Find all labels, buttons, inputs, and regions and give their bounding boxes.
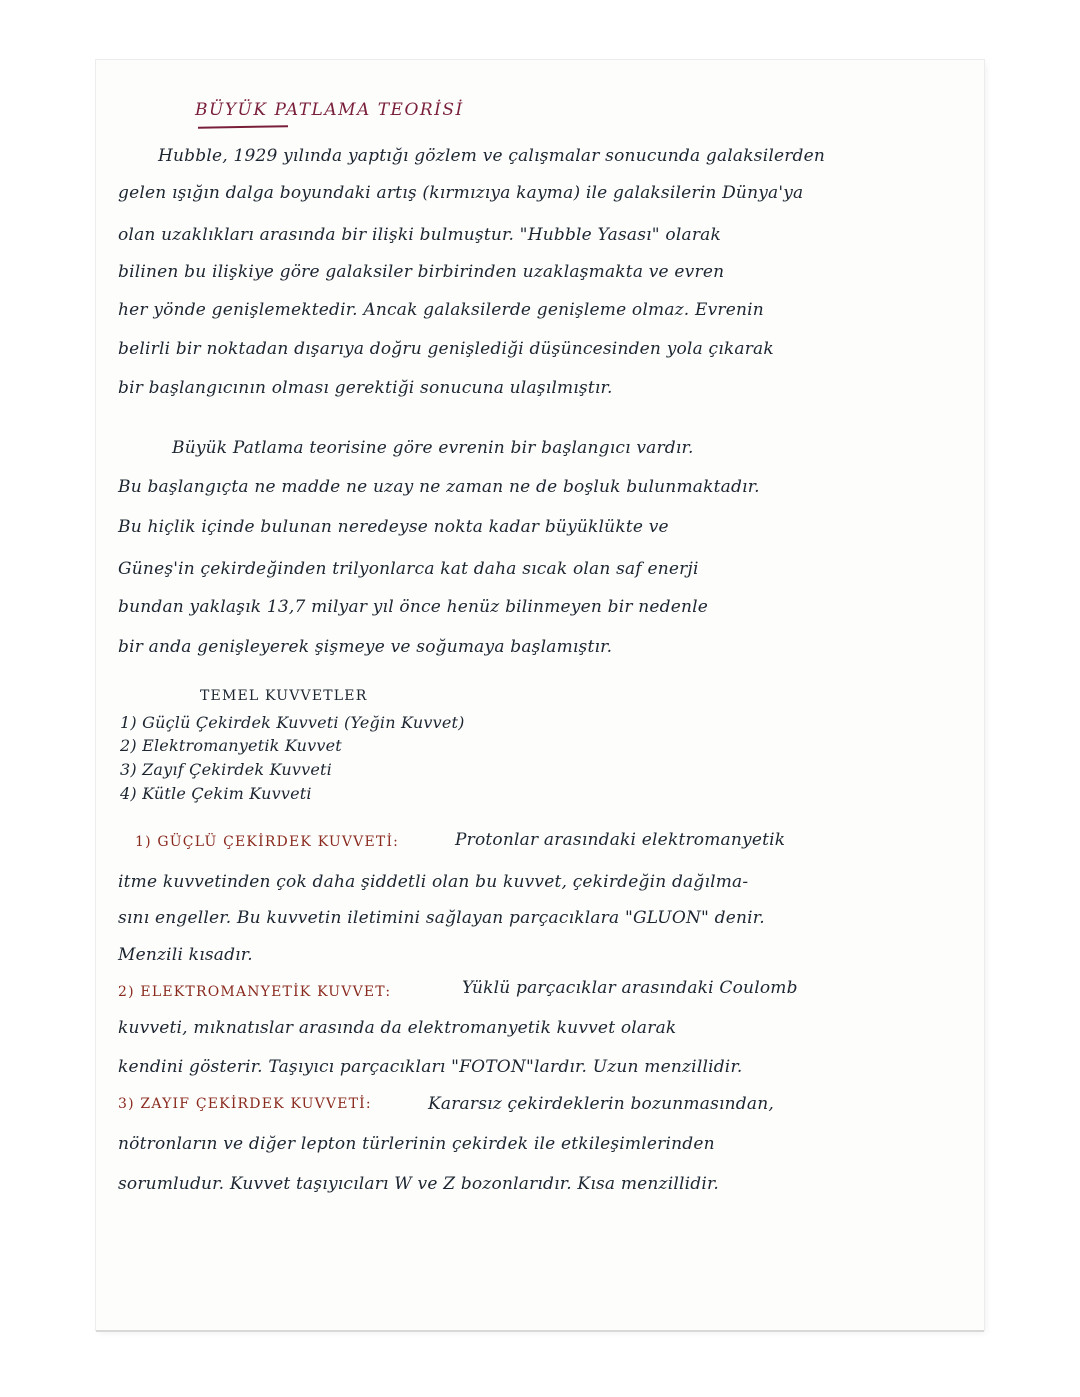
intro-line: Hubble, 1929 yılında yaptığı gözlem ve çalışmalar sonucunda galaksilerden: [158, 146, 826, 166]
page-title: BÜYÜK PATLAMA TEORİSİ: [195, 100, 464, 120]
electromagnetic-heading: 2) ELEKTROMANYETİK KUVVET:: [118, 984, 392, 1000]
intro-line: bir başlangıcının olması gerektiği sonucuna ulaşılmıştır.: [118, 378, 613, 398]
electromagnetic-line: kuvveti, mıknatıslar arasında da elektromanyetik kuvvet olarak: [118, 1018, 677, 1038]
weak-force-line: Kararsız çekirdeklerin bozunmasından,: [428, 1094, 774, 1114]
forces-list-item: 4) Kütle Çekim Kuvveti: [120, 784, 312, 803]
strong-force-heading: 1) GÜÇLÜ ÇEKİRDEK KUVVETİ:: [135, 834, 400, 850]
bigbang-line: Bu hiçlik içinde bulunan neredeyse nokta kadar büyüklükte ve: [118, 517, 669, 537]
forces-list-item: 3) Zayıf Çekirdek Kuvveti: [120, 760, 332, 779]
weak-force-line: sorumludur. Kuvvet taşıyıcıları W ve Z bozonlarıdır. Kısa menzillidir.: [118, 1174, 720, 1194]
intro-line: gelen ışığın dalga boyundaki artış (kırmızıya kayma) ile galaksilerin Dünya'ya: [118, 183, 804, 203]
intro-line: her yönde genişlemektedir. Ancak galaksilerde genişleme olmaz. Evrenin: [118, 300, 764, 320]
intro-line: belirli bir noktadan dışarıya doğru genişlediği düşüncesinden yola çıkarak: [118, 339, 774, 359]
intro-line: bilinen bu ilişkiye göre galaksiler birbirinden uzaklaşmakta ve evren: [118, 262, 725, 282]
electromagnetic-line: kendini gösterir. Taşıyıcı parçacıkları "FOTON"lardır. Uzun menzillidir.: [118, 1057, 743, 1077]
bigbang-line: Büyük Patlama teorisine göre evrenin bir başlangıcı vardır.: [172, 438, 694, 458]
electromagnetic-line: Yüklü parçacıklar arasındaki Coulomb: [462, 978, 798, 998]
bigbang-line: bir anda genişleyerek şişmeye ve soğumaya başlamıştır.: [118, 637, 613, 657]
strong-force-line: Protonlar arasındaki elektromanyetik: [455, 830, 786, 850]
weak-force-heading: 3) ZAYIF ÇEKİRDEK KUVVETİ:: [118, 1096, 372, 1112]
forces-heading: TEMEL KUVVETLER: [200, 688, 368, 704]
bigbang-line: Bu başlangıçta ne madde ne uzay ne zaman ne de boşluk bulunmaktadır.: [118, 477, 760, 497]
bigbang-line: bundan yaklaşık 13,7 milyar yıl önce henüz bilinmeyen bir nedenle: [118, 597, 709, 617]
intro-line: olan uzaklıkları arasında bir ilişki bulmuştur. "Hubble Yasası" olarak: [118, 225, 721, 245]
weak-force-line: nötronların ve diğer lepton türlerinin çekirdek ile etkileşimlerinden: [118, 1134, 715, 1154]
forces-list-item: 2) Elektromanyetik Kuvvet: [120, 736, 342, 755]
bigbang-line: Güneş'in çekirdeğinden trilyonlarca kat daha sıcak olan saf enerji: [118, 559, 699, 579]
strong-force-line: itme kuvvetinden çok daha şiddetli olan bu kuvvet, çekirdeğin dağılma-: [118, 872, 749, 892]
forces-list-item: 1) Güçlü Çekirdek Kuvveti (Yeğin Kuvvet): [120, 713, 465, 732]
page-bottom-edge: [96, 1330, 984, 1332]
strong-force-line: sını engeller. Bu kuvvetin iletimini sağlayan parçacıklara "GLUON" denir.: [118, 908, 765, 928]
strong-force-line: Menzili kısadır.: [118, 945, 253, 965]
